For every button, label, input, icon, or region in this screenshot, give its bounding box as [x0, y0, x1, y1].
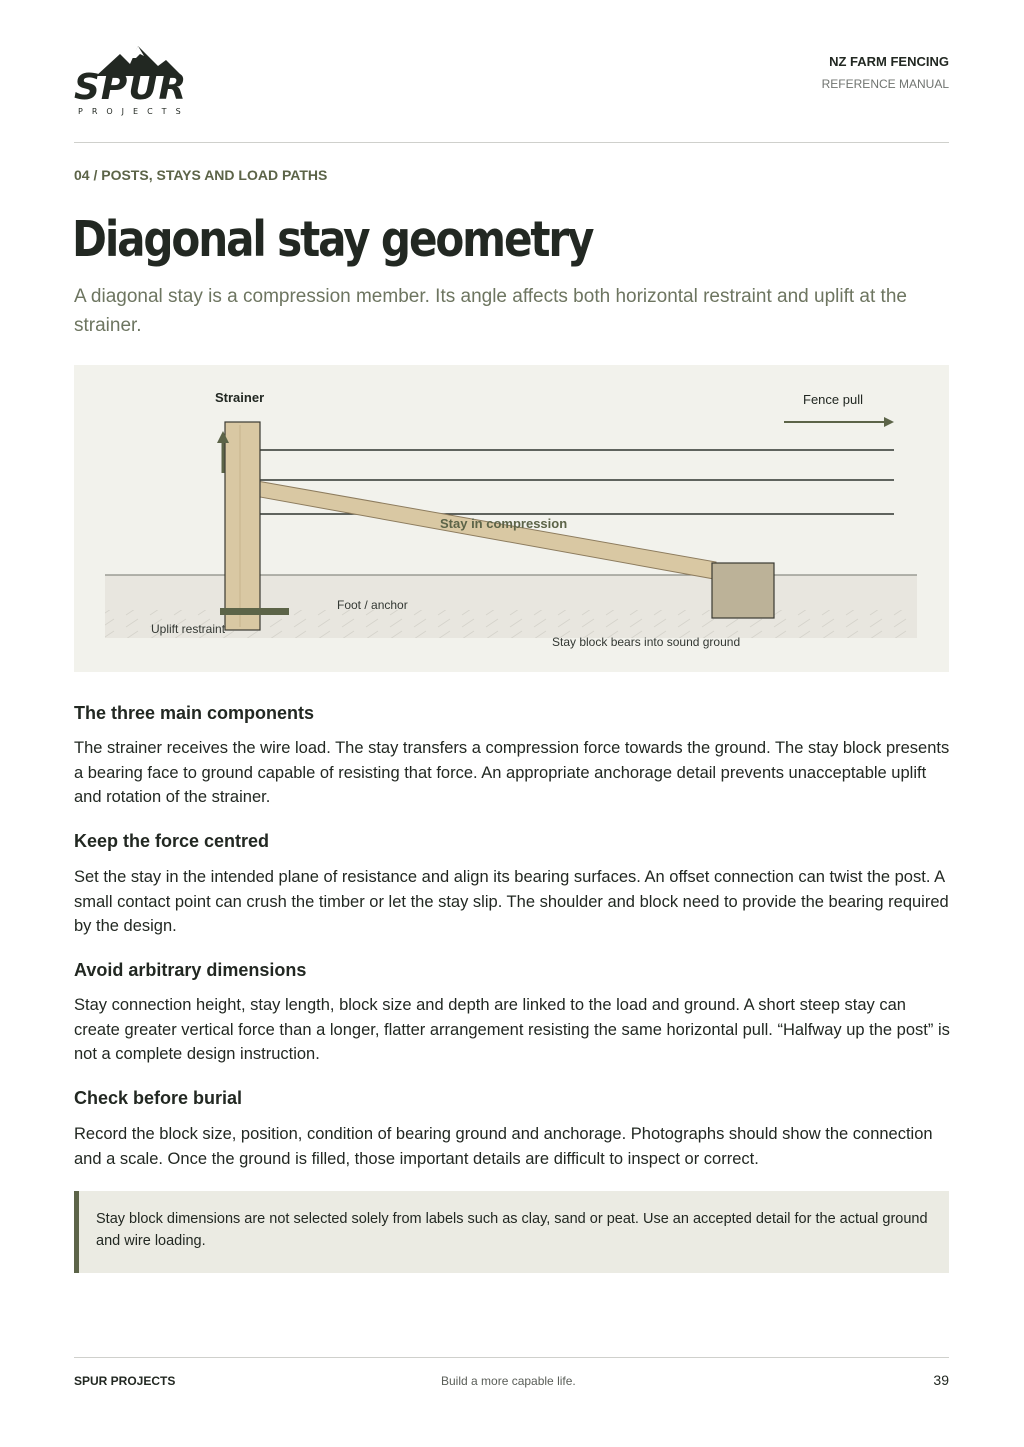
brand-logo: [74, 44, 204, 120]
strainer-label: Strainer: [215, 390, 265, 405]
fence-pull-arrow-head: [884, 417, 894, 427]
stay-diagram-svg: [74, 365, 949, 672]
document-header: [822, 54, 949, 92]
foot-anchor-bar: [220, 608, 289, 615]
fence-pull-label: Fence pull: [803, 392, 863, 407]
header-divider: [74, 142, 949, 143]
section-body: Set the stay in the intended plane of resistance and align its bearing surfaces. An offset connection can twist the post. A small contact point can crush the timber or let the stay slip. The shoulder and block need to provide the bearing required by the design.: [74, 868, 949, 935]
callout-note: [74, 1191, 949, 1273]
section-body: Stay connection height, stay length, block size and depth are linked to the load and ground. A short steep stay can create greater vertical force than a longer, flatter arrangement resisting the same horizontal pull. “Halfway up the post” is not a complete design instruction.: [74, 996, 950, 1063]
foot-anchor-label: Foot / anchor: [337, 598, 408, 612]
footer-tagline: Build a more capable life.: [441, 1374, 576, 1388]
section-heading: Keep the force centred: [74, 831, 270, 851]
footer-brand: SPUR PROJECTS: [74, 1374, 176, 1388]
uplift-label: Uplift restraint: [151, 622, 226, 636]
brand-name: SPUR: [74, 67, 188, 108]
lede: A diagonal stay is a compression member. Its angle affects both horizontal restraint and uplift at the strainer.: [74, 286, 907, 336]
header-title: NZ FARM FENCING: [829, 54, 949, 69]
strainer-post: [225, 422, 260, 630]
stay-block: [712, 563, 774, 618]
section-heading: Avoid arbitrary dimensions: [74, 960, 307, 980]
stay-diagram: [74, 365, 949, 672]
section-label: 04 / POSTS, STAYS AND LOAD PATHS: [74, 167, 328, 183]
section-heading: Check before burial: [74, 1088, 243, 1108]
block-label: Stay block bears into sound ground: [552, 635, 741, 649]
page-number: 39: [933, 1372, 949, 1388]
brand-subtitle: PROJECTS: [78, 107, 190, 116]
stay-label: Stay in compression: [440, 516, 568, 531]
footer-divider: [74, 1357, 949, 1358]
header-subtitle: REFERENCE MANUAL: [821, 77, 949, 91]
section-body: Record the block size, position, condition of bearing ground and anchorage. Photographs should show the connection and a scale. Once the ground is filled, those important details are difficult to inspect or correct.: [74, 1125, 933, 1168]
section-heading: The three main components: [74, 703, 315, 723]
callout-text: Stay block dimensions are not selected solely from labels such as clay, sand or peat. Use an accepted detail for the actual ground and wire loading.: [96, 1211, 928, 1249]
page-title: Diagonal stay geometry: [72, 211, 593, 268]
section-body: The strainer receives the wire load. The stay transfers a compression force towards the ground. The stay block presents a bearing face to ground capable of resisting that force. An appropriate anchorage detail prevents unacceptable uplift and rotation of the strainer.: [74, 739, 950, 806]
